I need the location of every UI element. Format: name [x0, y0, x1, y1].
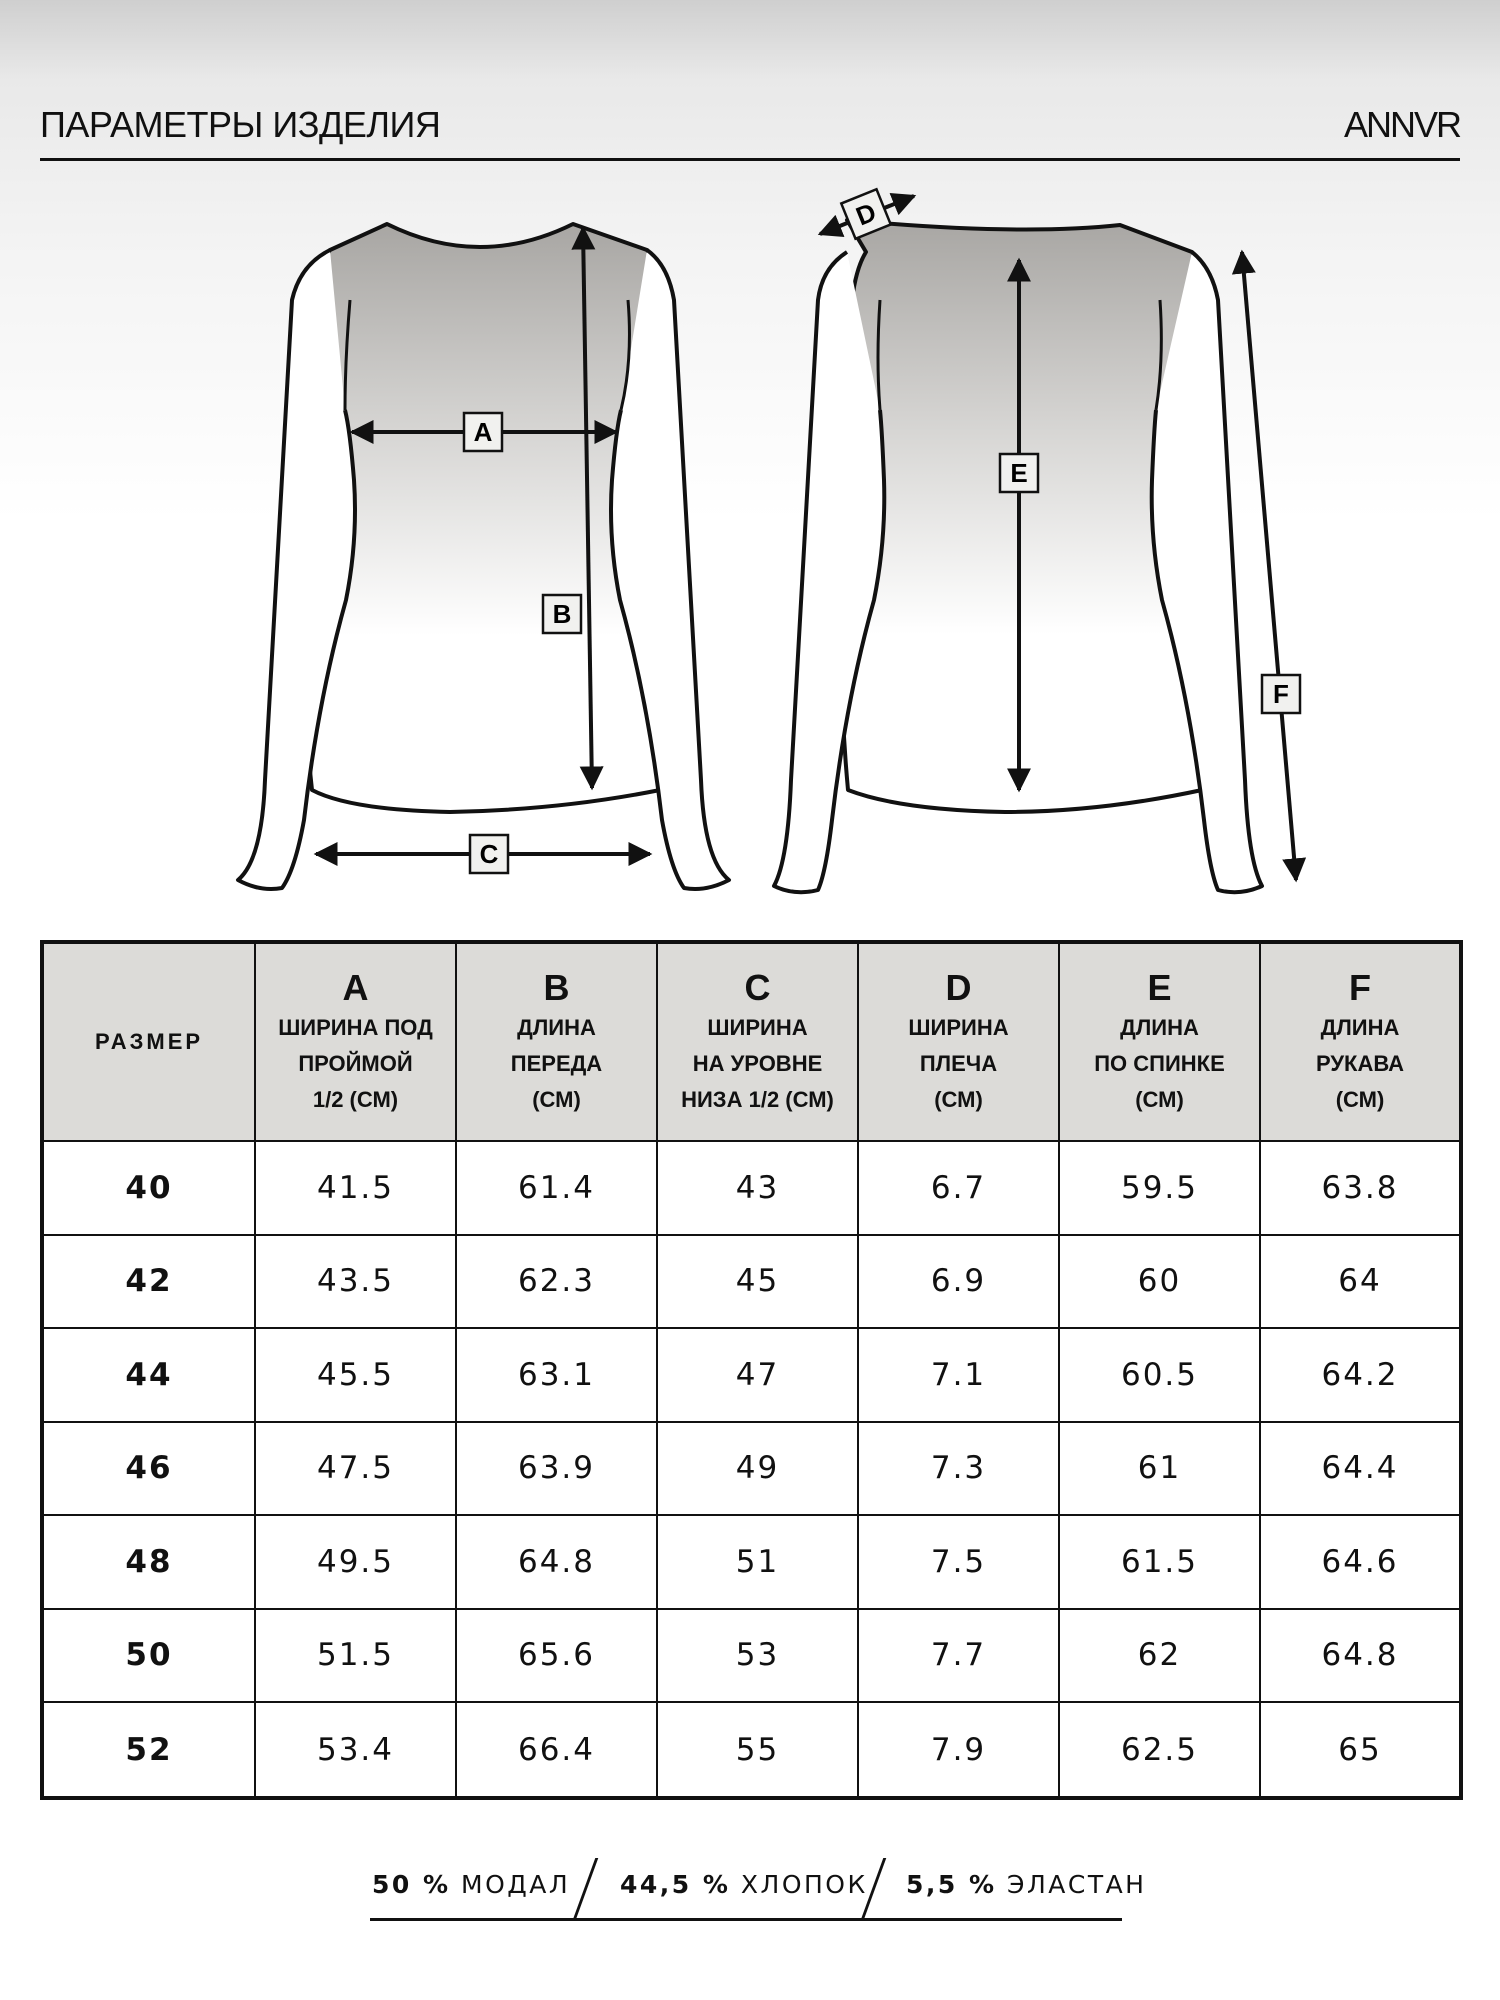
size-cell: 52: [42, 1702, 255, 1798]
size-cell: 48: [42, 1515, 255, 1609]
value-cell-e: 60: [1059, 1235, 1260, 1329]
value-cell-e: 59.5: [1059, 1141, 1260, 1235]
table-row: [42, 1702, 1461, 1798]
value-cell-d: 7.7: [858, 1609, 1059, 1703]
value-cell-e: 62.5: [1059, 1702, 1260, 1798]
value-cell-a: 41.5: [255, 1141, 456, 1235]
size-cell: 46: [42, 1422, 255, 1516]
value-cell-e: 61: [1059, 1422, 1260, 1516]
page-title: ПАРАМЕТРЫ ИЗДЕЛИЯ: [40, 104, 441, 145]
value-cell-d: 7.3: [858, 1422, 1059, 1516]
composition-percent: 44,5 %: [620, 1870, 731, 1899]
label-a: A: [473, 417, 493, 447]
value-cell-f: 64.4: [1260, 1422, 1461, 1516]
value-cell-e: 62: [1059, 1609, 1260, 1703]
value-cell-c: 47: [657, 1328, 858, 1422]
value-cell-f: 65: [1260, 1702, 1461, 1798]
value-cell-d: 7.9: [858, 1702, 1059, 1798]
composition-percent: 50 %: [372, 1870, 451, 1899]
value-cell-b: 63.1: [456, 1328, 657, 1422]
table-row: [42, 1515, 1461, 1609]
value-cell-b: 66.4: [456, 1702, 657, 1798]
size-cell: 50: [42, 1609, 255, 1703]
value-cell-e: 61.5: [1059, 1515, 1260, 1609]
value-cell-d: 7.1: [858, 1328, 1059, 1422]
size-column-header: РАЗМЕР: [42, 942, 255, 1141]
column-header-c: C ШИРИНА НА УРОВНЕ НИЗА 1/2 (СМ): [657, 942, 858, 1141]
column-header-b: B ДЛИНА ПЕРЕДА (СМ): [456, 942, 657, 1141]
value-cell-f: 64: [1260, 1235, 1461, 1329]
value-cell-a: 51.5: [255, 1609, 456, 1703]
table-row: [42, 1422, 1461, 1516]
page-header: [40, 100, 1460, 161]
value-cell-a: 47.5: [255, 1422, 456, 1516]
value-cell-f: 63.8: [1260, 1141, 1461, 1235]
back-view: [774, 189, 1300, 892]
value-cell-c: 43: [657, 1141, 858, 1235]
value-cell-c: 45: [657, 1235, 858, 1329]
value-cell-d: 7.5: [858, 1515, 1059, 1609]
composition-item: [372, 1870, 570, 1899]
label-e: E: [1010, 458, 1028, 488]
table-row: [42, 1235, 1461, 1329]
value-cell-d: 6.9: [858, 1235, 1059, 1329]
size-cell: 42: [42, 1235, 255, 1329]
garment-diagram: [0, 170, 1500, 910]
size-table: [40, 940, 1463, 1800]
measure-arrow-f: [1242, 252, 1296, 880]
column-header-e: E ДЛИНА ПО СПИНКЕ (СМ): [1059, 942, 1260, 1141]
composition-material: МОДАЛ: [461, 1870, 571, 1899]
value-cell-b: 63.9: [456, 1422, 657, 1516]
value-cell-c: 49: [657, 1422, 858, 1516]
label-d: D: [851, 196, 881, 232]
value-cell-d: 6.7: [858, 1141, 1059, 1235]
column-header-a: A ШИРИНА ПОД ПРОЙМОЙ 1/2 (СМ): [255, 942, 456, 1141]
value-cell-c: 51: [657, 1515, 858, 1609]
composition-percent: 5,5 %: [906, 1870, 997, 1899]
value-cell-f: 64.6: [1260, 1515, 1461, 1609]
value-cell-f: 64.2: [1260, 1328, 1461, 1422]
value-cell-a: 49.5: [255, 1515, 456, 1609]
table-header-row: [42, 942, 1461, 1141]
value-cell-a: 43.5: [255, 1235, 456, 1329]
value-cell-a: 45.5: [255, 1328, 456, 1422]
table-row: [42, 1328, 1461, 1422]
value-cell-c: 55: [657, 1702, 858, 1798]
table-row: [42, 1141, 1461, 1235]
value-cell-b: 64.8: [456, 1515, 657, 1609]
value-cell-a: 53.4: [255, 1702, 456, 1798]
value-cell-f: 64.8: [1260, 1609, 1461, 1703]
composition-item: [906, 1870, 1147, 1899]
size-cell: 40: [42, 1141, 255, 1235]
label-b: B: [552, 599, 572, 629]
value-cell-c: 53: [657, 1609, 858, 1703]
value-cell-b: 61.4: [456, 1141, 657, 1235]
column-header-d: D ШИРИНА ПЛЕЧА (СМ): [858, 942, 1059, 1141]
value-cell-e: 60.5: [1059, 1328, 1260, 1422]
value-cell-b: 65.6: [456, 1609, 657, 1703]
composition-material: ХЛОПОК: [740, 1870, 868, 1899]
size-cell: 44: [42, 1328, 255, 1422]
label-c: C: [479, 839, 499, 869]
composition-material: ЭЛАСТАН: [1007, 1870, 1147, 1899]
front-view: [238, 224, 729, 889]
value-cell-b: 62.3: [456, 1235, 657, 1329]
table-row: [42, 1609, 1461, 1703]
composition-item: [620, 1870, 868, 1899]
fabric-composition: [370, 1858, 1147, 1921]
label-f: F: [1273, 679, 1289, 709]
column-header-f: F ДЛИНА РУКАВА (СМ): [1260, 942, 1461, 1141]
divider: [573, 1858, 599, 1920]
brand-logo: ANNVR: [1343, 104, 1460, 145]
